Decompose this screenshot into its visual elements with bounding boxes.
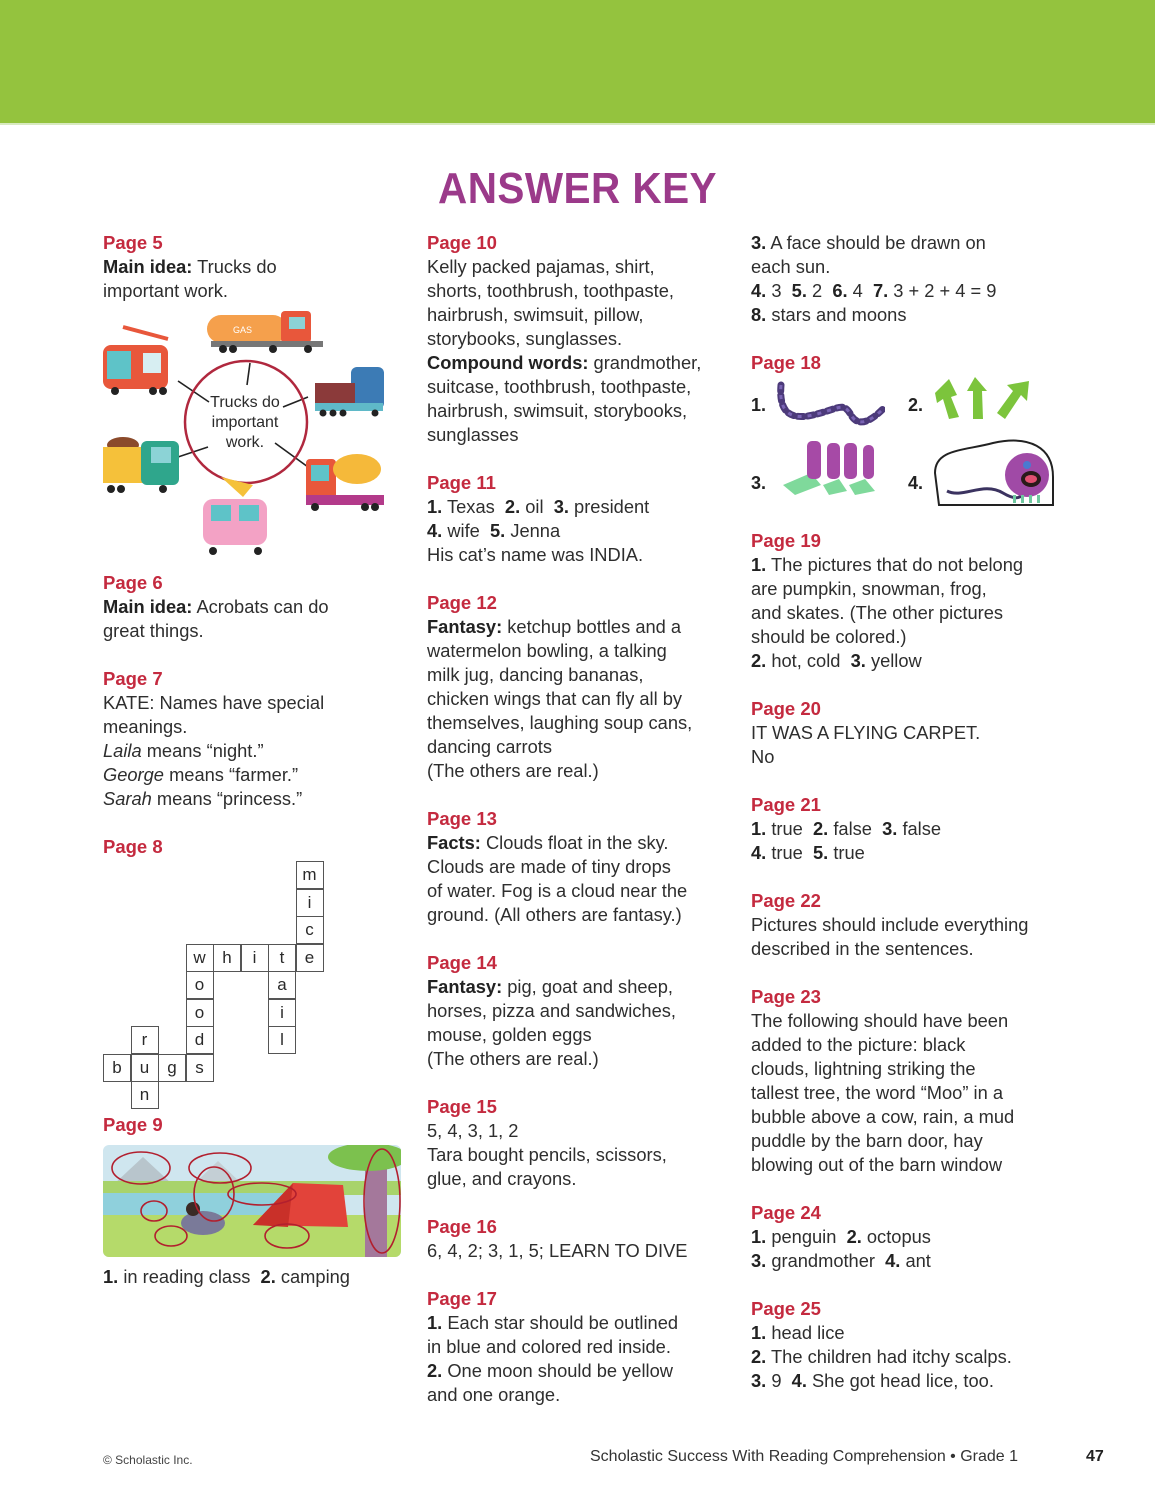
log-truck-icon: [315, 367, 384, 417]
section-heading: Page 22: [751, 890, 821, 911]
crossword-cell: t: [268, 944, 296, 972]
page-title: ANSWER KEY: [438, 164, 717, 213]
answer-page-16: Page 16 6, 4, 2; 3, 1, 5; LEARN TO DIVE: [427, 1215, 737, 1263]
section-heading: Page 20: [751, 698, 821, 719]
crossword-cell: a: [268, 971, 296, 999]
crossword-cell: n: [131, 1081, 159, 1109]
crossword-cell: w: [186, 944, 214, 972]
answer-page-13: Page 13 Facts: Clouds float in the sky. Clouds are made of tiny drops of water. Fog is a cloud near the ground. (All others are fantasy.): [427, 807, 737, 927]
crossword-cell: r: [131, 1026, 159, 1054]
striped-tail-icon: [773, 379, 885, 427]
crossword-cell: i: [241, 944, 269, 972]
label: Compound words:: [427, 352, 589, 373]
answer-page-19: Page 19 1. The pictures that do not belong are pumpkin, snowman, frog, and skates. (The other pictures should be colored.) 2. hot, cold 3. yellow: [751, 529, 1061, 673]
section-heading: Page 9: [103, 1114, 163, 1135]
column-2: [427, 231, 737, 1407]
answer-page-6: Page 6 Main idea: Acrobats can do great things.: [103, 571, 403, 643]
tree-icon: [365, 1165, 387, 1257]
section-heading: Page 12: [427, 592, 497, 613]
copyright: © Scholastic Inc.: [103, 1453, 193, 1467]
answer-text: important work.: [103, 280, 228, 301]
answer-page-25: Page 25 1. head lice 2. The children had itchy scalps. 3. 9 4. She got head lice, too.: [751, 1297, 1061, 1393]
answer-page-24: Page 24 1. penguin 2. octopus 3. grandmother 4. ant: [751, 1201, 1061, 1273]
answer-page-17: Page 17 1. Each star should be outlined in blue and colored red inside. 2. One moon should be yellow and one orange.: [427, 1287, 737, 1407]
column-3: [751, 231, 1061, 1393]
crossword-cell: i: [268, 999, 296, 1027]
ice-cream-car-icon: [203, 477, 267, 555]
crossword-cell: s: [186, 1054, 214, 1082]
crossword-cell: l: [268, 1026, 296, 1054]
section-heading: Page 16: [427, 1216, 497, 1237]
page-number: 47: [1086, 1448, 1104, 1465]
crossword-cell: e: [296, 944, 324, 972]
section-heading: Page 21: [751, 794, 821, 815]
label: Main idea:: [103, 256, 193, 277]
section-heading: Page 15: [427, 1096, 497, 1117]
name-italic: Sarah: [103, 788, 152, 809]
answer-page-18: [751, 351, 1061, 515]
answer-page-21: Page 21 1. true 2. false 3. false 4. true 5. true: [751, 793, 1061, 865]
section-heading: Page 23: [751, 986, 821, 1007]
section-heading: Page 19: [751, 530, 821, 551]
monster-legs-icon: [781, 437, 891, 499]
section-heading: Page 18: [751, 352, 821, 373]
crossword-cell: g: [158, 1054, 186, 1082]
crossword-grid: [103, 861, 333, 1111]
section-heading: Page 25: [751, 1298, 821, 1319]
answer-page-9: Page 9 1. in reading class 2. camping: [103, 1113, 401, 1289]
section-heading: Page 8: [103, 836, 163, 857]
svg-text:GAS: GAS: [233, 325, 253, 335]
crossword-cell: o: [186, 999, 214, 1027]
label: Fantasy:: [427, 616, 503, 637]
picture-answers: 1. 2. 3. 4.: [751, 375, 1061, 515]
section-heading: Page 24: [751, 1202, 821, 1223]
answer-text: meanings.: [103, 716, 188, 737]
trucks-diagram: [103, 307, 386, 557]
answer-page-17-continued: 3. A face should be drawn on each sun. 4. 3 5. 2 6. 4 7. 3 + 2 + 4 = 9 8. stars and moons: [751, 232, 997, 325]
crossword-cell: m: [296, 861, 324, 889]
dump-truck-icon: [103, 437, 179, 493]
name-italic: Laila: [103, 740, 142, 761]
answer-page-15: Page 15 5, 4, 3, 1, 2 Tara bought pencils, scissors, glue, and crayons.: [427, 1095, 737, 1191]
camping-scene-image: [103, 1145, 401, 1257]
section-heading: Page 13: [427, 808, 497, 829]
section-heading: Page 5: [103, 232, 163, 253]
label: Fantasy:: [427, 976, 503, 997]
section-heading: Page 11: [427, 472, 496, 493]
crossword-cell: o: [186, 971, 214, 999]
label: Main idea:: [103, 596, 193, 617]
section-heading: Page 17: [427, 1288, 497, 1309]
answer-text: great things.: [103, 620, 204, 641]
answer-page-8: [103, 835, 403, 1111]
answer-page-11: Page 11 1. Texas 2. oil 3. president 4. wife 5. Jenna His cat’s name was INDIA.: [427, 471, 737, 567]
book-title: Scholastic Success With Reading Comprehension • Grade 1: [590, 1448, 1019, 1465]
answer-page-23: Page 23 The following should have been added to the picture: black clouds, lightning striking the tallest tree, the word “Moo” in a bubble above a cow, rain, a mud puddle by the barn door, hay blowing out of the barn window: [751, 985, 1061, 1177]
answer-page-22: Page 22 Pictures should include everything described in the sentences.: [751, 889, 1061, 961]
column-1: [103, 231, 403, 1287]
connector-line: [247, 363, 250, 385]
header-band: [0, 0, 1155, 125]
gas-truck-icon: [207, 311, 323, 353]
answer-page-10: Page 10 Kelly packed pajamas, shirt, shorts, toothbrush, toothpaste, hairbrush, swimsuit, pillow, storybooks, sunglasses. Compound words: grandmother, suitcase, toothbrush, toothpaste, hairbrush, swimsuit, storybooks, sunglasses: [427, 231, 737, 447]
crossword-cell: b: [103, 1054, 131, 1082]
crossword-cell: h: [213, 944, 241, 972]
label: Facts:: [427, 832, 481, 853]
person-icon: [181, 1211, 225, 1235]
answer-page-7: Page 7 KATE: Names have special meanings. Laila means “night.” George means “farmer.” Sarah means “princess.”: [103, 667, 403, 811]
section-heading: Page 10: [427, 232, 497, 253]
fire-truck-icon: [103, 327, 168, 395]
diagram-label: Trucks do important work.: [210, 394, 280, 451]
green-arrows-icon: [931, 375, 1035, 423]
section-heading: Page 7: [103, 668, 163, 689]
answer-page-5: [103, 231, 403, 557]
crossword-cell: c: [296, 916, 324, 944]
answer-text: Trucks do: [192, 256, 277, 277]
answer-text: KATE: Names have special: [103, 692, 325, 713]
cement-mixer-icon: [306, 454, 384, 511]
crossword-cell: u: [131, 1054, 159, 1082]
answer-page-14: Page 14 Fantasy: pig, goat and sheep, horses, pizza and sandwiches, mouse, golden eggs (The others are real.): [427, 951, 737, 1071]
section-heading: Page 6: [103, 572, 163, 593]
name-italic: George: [103, 764, 164, 785]
answer-page-20: Page 20 IT WAS A FLYING CARPET. No: [751, 697, 1061, 769]
crossword-cell: d: [186, 1026, 214, 1054]
answer-page-12: Page 12 Fantasy: ketchup bottles and a watermelon bowling, a talking milk jug, dancing bananas, chicken wings that can fly all by themselves, laughing soup cans, dancing carrots (The others are real.): [427, 591, 737, 783]
section-heading: Page 14: [427, 952, 497, 973]
monster-icon: [933, 437, 1057, 507]
crossword-cell: i: [296, 889, 324, 917]
